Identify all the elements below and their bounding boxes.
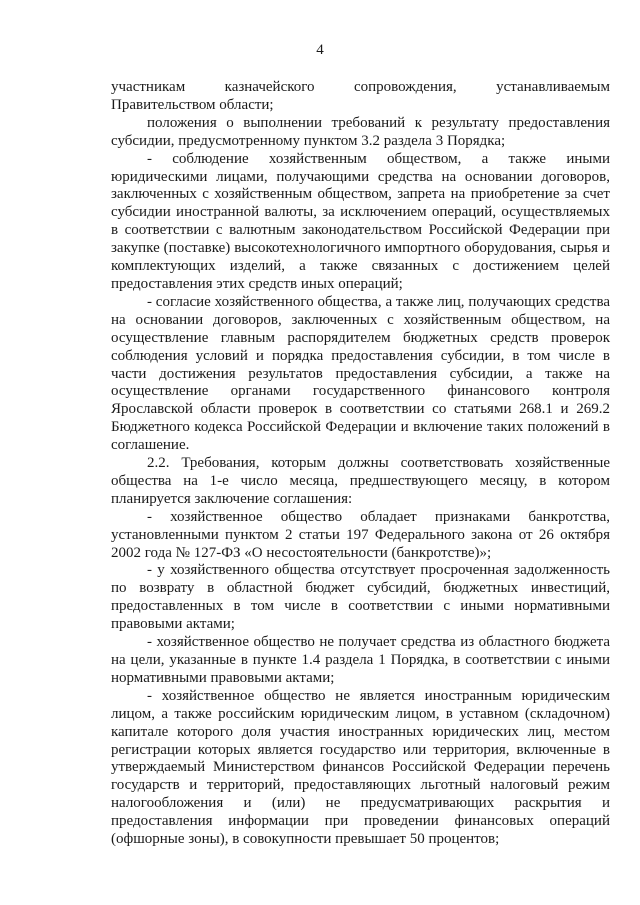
document-body	[111, 79, 610, 849]
paragraph-foreign-entity: - хозяйственное общество не является иностранным юридическим лицом, а также российским юридическим лицом, в уставном (складочном) капитале которого доля участия иностранных юридических лиц, местом регистрации которых является государство или территория, включенные в утверждаемый Министерством финансов Российской Федерации перечень государств и территорий, предоставляющих льготный налоговый режим налогообложения и (или) не предусматривающих раскрытия и предоставления информации при проведении финансовых операций (офшорные зоны), в совокупности превышает 50 процентов;	[111, 687, 610, 848]
paragraph-result-requirement: положения о выполнении требований к результату предоставления субсидии, предусмотренному пунктом 3.2 раздела 3 Порядка;	[111, 114, 610, 149]
paragraph-bankruptcy: - хозяйственное общество обладает признаками банкротства, установленными пунктом 2 статьи 197 Федерального закона от 26 октября 2002 года № 127-ФЗ «О несостоятельности (банкротстве)»;	[111, 508, 610, 561]
paragraph-currency-prohibition: - соблюдение хозяйственным обществом, а также иными юридическими лицами, получающими средства на основании договоров, заключенных с хозяйственным обществом, запрета на приобретение за счет субсидии иностранной валюты, за исключением операций, осуществляемых в соответствии с валютным законодательством Российской Федерации при закупке (поставке) высокотехнологичного импортного оборудования, сырья и комплектующих изделий, а также связанных с достижением целей предоставления этих средств иных операций;	[111, 150, 610, 292]
paragraph-section-2-2: 2.2. Требования, которым должны соответствовать хозяйственные общества на 1-е число месяца, предшествующего месяцу, в котором планируется заключение соглашения:	[111, 455, 610, 507]
page-number: 4	[316, 42, 324, 58]
paragraph-audit-consent: - согласие хозяйственного общества, а также лиц, получающих средства на основании договоров, заключенных с хозяйственным обществом, на осуществление главным распорядителем бюджетных средств проверок соблюдения условий и порядка предоставления субсидии, в том числе в части достижения результатов предоставления субсидии, а также на осуществление органами государственного финансового контроля Ярославской области проверок в соответствии со статьями 268.1 и 269.2 Бюджетного кодекса Российской Федерации и включение таких положений в соглашение.	[111, 293, 610, 454]
paragraph-overdue-debt: - у хозяйственного общества отсутствует просроченная задолженность по возврату в областной бюджет субсидий, бюджетных инвестиций, предоставленных в том числе в соответствии с иными нормативными правовыми актами;	[111, 562, 610, 633]
paragraph-continuation: участникам казначейского сопровождения, устанавливаемым Правительством области;	[111, 79, 610, 113]
paragraph-no-budget-funds: - хозяйственное общество не получает средства из областного бюджета на цели, указанные в пункте 1.4 раздела 1 Порядка, в соответствии с иными нормативными правовыми актами;	[111, 634, 610, 686]
